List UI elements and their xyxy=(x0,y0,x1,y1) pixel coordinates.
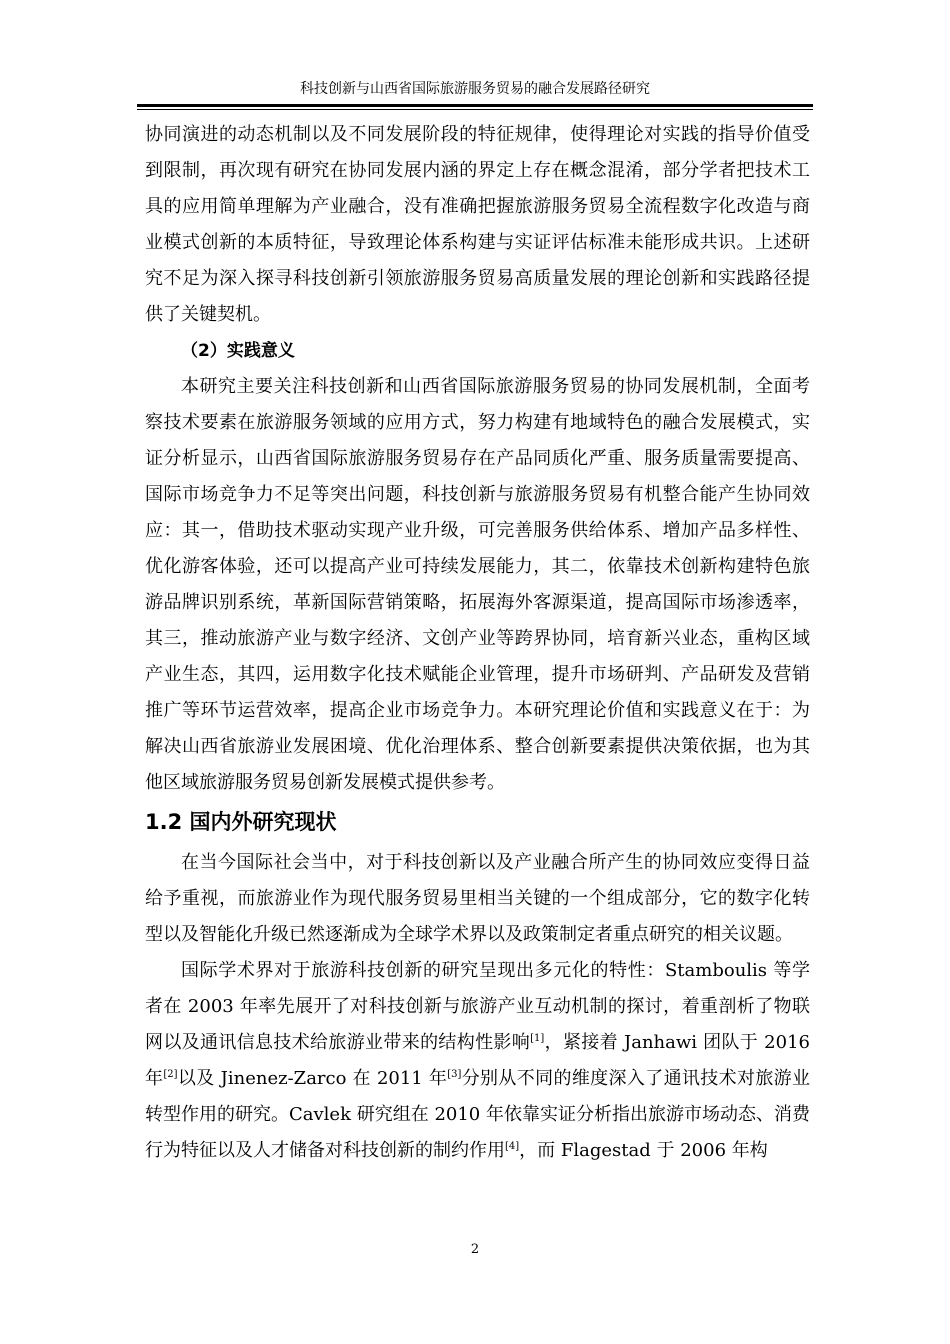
paragraph-intro: 在当今国际社会当中，对于科技创新以及产业融合所产生的协同效应变得日益给予重视，而旅游业作为现代服务贸易里相当关键的一个组成部分，它的数字化转型以及智能化升级已然逐渐成为全球学术界以及政策制定者重点研究的相关议题。 xyxy=(145,852,810,945)
paragraph-continuation: 协同演进的动态机制以及不同发展阶段的特征规律，使得理论对实践的指导价值受到限制，再次现有研究在协同发展内涵的界定上存在概念混淆，部分学者把技术工具的应用简单理解为产业融合，没有准确把握旅游服务贸易全流程数字化改造与商业模式创新的本质特征，导致理论体系构建与实证评估标准未能形成共识。上述研究不足为深入探寻科技创新引领旅游服务贸易高质量发展的理论创新和实践路径提供了关键契机。 xyxy=(145,124,810,325)
text-run: 国际学术界对于旅游科技创新的研究呈现出多元化的特性：Stamboulis 等学者在 2003 年率先展开了对科技创新与旅游产业互动机制的探讨，着重剖析了物联网以及通讯信息技术给旅游业带来的结构性影响 xyxy=(145,960,810,1053)
paragraph-practical-significance: 本研究主要关注科技创新和山西省国际旅游服务贸易的协同发展机制，全面考察技术要素在旅游服务领域的应用方式，努力构建有地域特色的融合发展模式，实证分析显示，山西省国际旅游服务贸易存在产品同质化严重、服务质量需要提高、国际市场竞争力不足等突出问题，科技创新与旅游服务贸易有机整合能产生协同效应：其一，借助技术驱动实现产业升级，可完善服务供给体系、增加产品多样性、优化游客体验，还可以提高产业可持续发展能力，其二，依靠技术创新构建特色旅游品牌识别系统，革新国际营销策略，拓展海外客源渠道，提高国际市场渗透率，其三，推动旅游产业与数字经济、文创产业等跨界协同，培育新兴业态，重构区域产业生态，其四，运用数字化技术赋能企业管理，提升市场研判、产品研发及营销推广等环节运营效率，提高企业市场竞争力。本研究理论价值和实践意义在于：为解决山西省旅游业发展困境、优化治理体系、整合创新要素提供决策依据，也为其他区域旅游服务贸易创新发展模式提供参考。 xyxy=(145,376,810,793)
text-run: 以及 Jinenez-Zarco 在 2011 年 xyxy=(177,1068,448,1089)
citation-ref: [1] xyxy=(530,1033,545,1044)
citation-ref: [3] xyxy=(447,1069,462,1080)
header-rule-thick xyxy=(137,104,813,107)
text-run: ，紧接着 Janhawi 团队于 2016 年 xyxy=(145,1032,810,1089)
page-body xyxy=(145,117,810,1169)
page-number: 2 xyxy=(470,1242,480,1257)
paragraph-literature xyxy=(145,953,810,1169)
citation-ref: [4] xyxy=(505,1141,520,1152)
subsection-heading: （2）实践意义 xyxy=(181,341,295,361)
header-rule-thin xyxy=(137,109,813,110)
text-run: ，而 Flagestad 于 2006 年构 xyxy=(519,1140,768,1161)
running-header: 科技创新与山西省国际旅游服务贸易的融合发展路径研究 xyxy=(300,81,650,97)
citation-ref: [2] xyxy=(163,1069,178,1080)
section-heading: 1.2 国内外研究现状 xyxy=(145,810,337,834)
text-run: 分别从不同的维度深入了通讯技术对旅游业转型作用的研究。Cavlek 研究组在 2010 年依靠实证分析指出旅游市场动态、消费行为特征以及人才储备对科技创新的制约作用 xyxy=(145,1068,811,1161)
